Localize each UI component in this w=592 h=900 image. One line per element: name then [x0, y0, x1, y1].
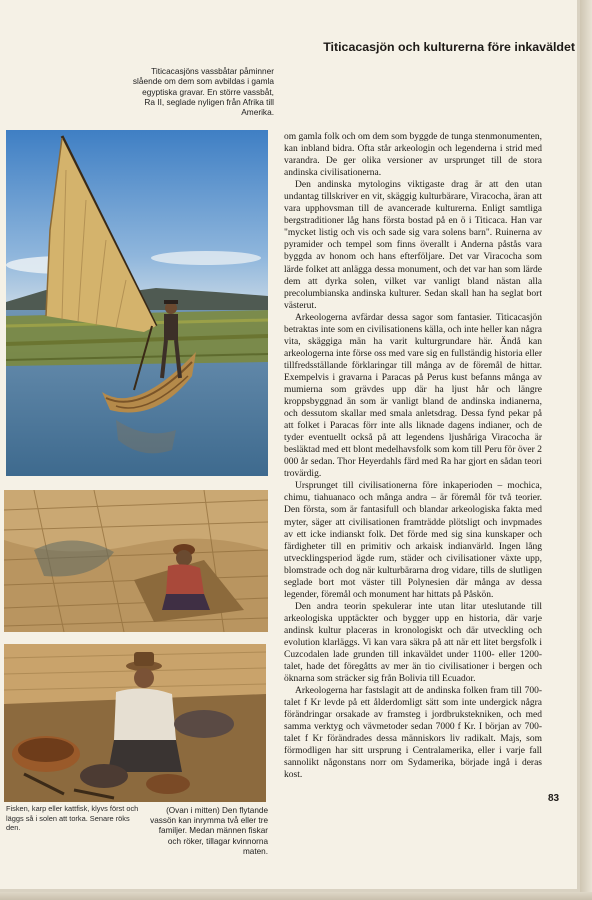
- photo-reed-sailboat: [6, 130, 268, 476]
- body-paragraph: Arkeologerna avfärdar dessa sagor som fantasier. Titicacasjön betraktas inte som en civilisationens källa, och inte heller kan några vita, skäggiga män ha varit kulturgrundare här. Ändå kan arkeologerna inte förse oss med vare sig en fullständig historia eller tillfredsställande förklaringar till många av de föremål de hittar. Exempelvis i gravarna i Paracas på Perus kust befanns många av mumierna som grävdes upp där ha ljust hår och längre kroppsbyggnad än som är vanligt bland de andinska indianerna, och dessutom skallar med smala anletsdrag. Dessa fynd pekar på att folket i Paracas förr inte alls liknade dagens indianer, och de tyder eventuellt också på att legendens ljushåriga Viracocha är besläktad med ett blont medelhavsfolk som kom till Peru för över 2 000 år sedan. Thor Heyerdahls färd med Ra har gjort en sådan teori trovärdig.: [284, 312, 542, 480]
- caption-fish-drying: Fisken, karp eller kattfisk, klyvs först och läggs så i solen att torka. Senare röks den.: [6, 804, 139, 833]
- caption-floating-island: (Ovan i mitten) Den flytande vassön kan inrymma två eller tre familjer. Medan männen fiskar och röker, tillagar kvinnorna maten.: [150, 806, 268, 856]
- book-spine: [580, 0, 592, 900]
- page-title: Titicacasjön och kulturerna före inkaväldet: [323, 40, 575, 54]
- caption-reed-boats: Titicacasjöns vassbåtar påminner slående om dem som avbildas i gamla egyptiska gravar. En större vassbåt, Ra II, seglade nyligen från Afrika till Amerika.: [132, 66, 274, 118]
- body-paragraph: om gamla folk och om dem som byggde de tunga stenmonumenten, kan inbland bidra. Ofta står arkeologin och legenderna i strid med varandra. De ger olika versioner av ursprunget till de stora andinska civilisationerna.: [284, 132, 542, 179]
- photo-floating-reed-island: [4, 490, 268, 632]
- body-paragraph: Den andra teorin spekulerar inte utan litar uteslutande till arkeologiska upptäckter och bygger upp en historia, där varje andinsk kultur placeras in kronologiskt och där utveckling och evolution klarläggs. Vi kan vara säkra på att när ett litet bergsfolk i Cuzcodalen lade grunden till inkaväldet under 1100- eller 1200-talet, hade det föregåtts av mer än tio civilisationer i bergen och öknarna som sträcker sig från Bolivia till Ecuador.: [284, 601, 542, 685]
- article-body: [284, 131, 542, 782]
- body-paragraph: Den andinska mytologins viktigaste drag är att den utan undantag tillskriver en vit, skäggig kulturbärare, Viracocha, äran att vara upphovsman till de avancerade kulturerna. Enligt samtliga bergstraditioner låg hans första bostad på en ö i Titicaca. Han var "mycket listig och vis och sade sig vara solens barn". Ruinerna av pyramider och tempel som finns överallt i Anderna påstås vara byggda av honom och hans efterföljare. Det var Viracocha som lärde folket att anlägga dessa monument, och det var han som lärde dem att dyrka solen, vilket var vanligt bland nästan alla precolumbianska andinska kulturer. Sedan skall han ha seglat bort västerut.: [284, 180, 542, 311]
- photo-fish-preparation: [4, 644, 266, 802]
- body-paragraph: Ursprunget till civilisationerna före inkaperioden – mochica, chimu, tiahuanaco och många andra – är föremål för två teorier. Den första, som är fantasifull och blandar arkeologiska fakta med myter, säger att civilisationen framträdde plötsligt och invpmades av ett icke indianskt folk. Det förde med sig sina kunskaper och färdigheter till en primitiv och arkaisk indianvärld. Ingen lång utvecklingsperiod ägde rum, städer och civilisationer växte upp, blomstrade och dog när kulturbärarna drog vidare, tills de slutligen seglade bort mot väster till Polynesien där många av dessa legender, föremål och monument har hittats på Påskön.: [284, 481, 542, 600]
- page-edge: [0, 892, 592, 900]
- body-paragraph: Arkeologerna har fastslagit att de andinska folken fram till 700-talet f Kr levde på ett ålderdomligt sätt som inte undergick några förändringar orsakade av framsteg i jordbrukstekniken, och med samma verktyg och vävmetoder sedan 7000 f Kr. I början av 700-talet f Kr förändrades dessa människors liv radikalt. Majs, som förmodligen har sitt ursprung i Centralamerika, eller i varje fall sannolikt någonstans norr om Sydamerika, började ingå i deras kost.: [284, 686, 542, 781]
- page-number: 83: [548, 793, 560, 804]
